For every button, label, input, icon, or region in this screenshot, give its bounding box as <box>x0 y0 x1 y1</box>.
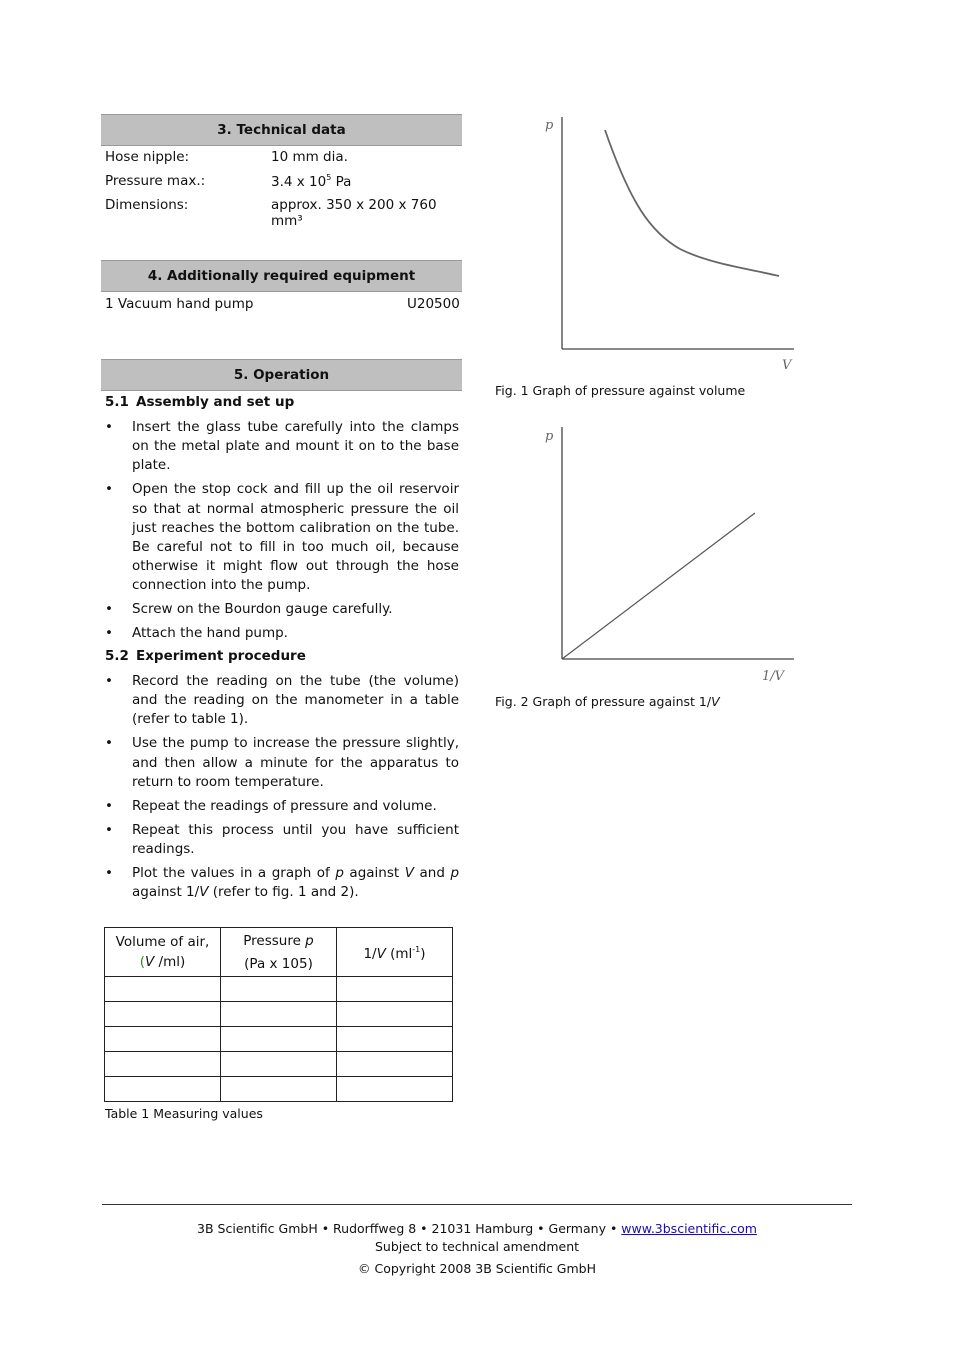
spec-row-hose <box>105 149 465 169</box>
footer-copyright: © Copyright 2008 3B Scientific GmbH <box>358 1261 596 1276</box>
list-item: • Attach the hand pump. <box>105 624 459 643</box>
footer-address: 3B Scientific GmbH • Rudorffweg 8 • 21031 Hamburg • Germany • www.3bscientific.com <box>197 1221 757 1236</box>
table-cell[interactable] <box>337 1027 453 1052</box>
fig1-y-label: p <box>545 118 554 133</box>
subsection-procedure <box>105 648 306 664</box>
table-cell[interactable] <box>337 1077 453 1102</box>
table-header-row <box>105 928 453 977</box>
subsection-assembly <box>105 394 294 410</box>
table-cell[interactable] <box>337 1052 453 1077</box>
list-item: • Open the stop cock and fill up the oil reservoir so that at normal atmospheric pressure the oil just reaches the bottom calibration on the tube. Be careful not to fill in too much oil, because otherwise it might flow out through the hose connection into the pump. <box>105 480 459 595</box>
spec-value-exponent: 5 <box>326 173 332 182</box>
fig2-graph <box>540 422 800 686</box>
list-item-text: Use the pump to increase the pressure slightly, and then allow a minute for the apparatus to return to room temperature. <box>132 735 459 790</box>
spec-value-unit: Pa <box>331 174 352 190</box>
measuring-table <box>104 927 453 1102</box>
table-cell[interactable] <box>337 1002 453 1027</box>
fig2-caption: Fig. 2 Graph of pressure against 1/V <box>495 694 720 709</box>
fig2-y-label: p <box>545 429 554 444</box>
operation-header: 5. Operation <box>101 359 462 391</box>
list-item: • Repeat the readings of pressure and volume. <box>105 797 459 816</box>
spec-value-base: 3.4 x 10 <box>271 174 327 190</box>
fig1-curve <box>605 130 779 276</box>
table-row <box>105 1052 453 1077</box>
footer-amendment: Subject to technical amendment <box>374 1239 580 1254</box>
table-cell[interactable] <box>105 1027 221 1052</box>
list-item: • Record the reading on the tube (the volume) and the reading on the manometer in a table (refer to table 1). <box>105 672 459 730</box>
table-caption: Table 1 Measuring values <box>105 1106 263 1121</box>
equipment-item: 1 Vacuum hand pump <box>105 296 254 312</box>
list-item-text: Attach the hand pump. <box>132 625 288 642</box>
spec-value <box>271 173 351 190</box>
table-row <box>105 1027 453 1052</box>
table-row <box>105 1077 453 1102</box>
list-item: • Plot the values in a graph of p against V and p against 1/V (refer to fig. 1 and 2). <box>105 864 459 902</box>
footer-divider <box>102 1204 852 1205</box>
subsection-title: Experiment procedure <box>136 648 306 664</box>
spec-row-dimensions <box>105 197 465 229</box>
list-item: • Repeat this process until you have sufficient readings. <box>105 821 459 859</box>
list-item-text: Insert the glass tube carefully into the clamps on the metal plate and mount it on to the base plate. <box>132 419 459 474</box>
assembly-list <box>105 418 459 648</box>
table-cell[interactable] <box>221 1052 337 1077</box>
equipment-header: 4. Additionally required equipment <box>101 260 462 292</box>
procedure-list <box>105 672 459 907</box>
list-item-text: Screw on the Bourdon gauge carefully. <box>132 601 393 618</box>
spec-value: 10 mm dia. <box>271 149 348 165</box>
spec-key: Hose nipple: <box>105 149 190 165</box>
fig1-x-label: V <box>782 358 792 373</box>
fig1-graph <box>540 112 800 374</box>
subsection-number: 5.1 <box>105 394 129 410</box>
table-header-inverse-volume: 1/V $(ml^{-1})$ <box>337 928 453 977</box>
table-row <box>105 977 453 1002</box>
table-cell[interactable] <box>221 1002 337 1027</box>
table-cell[interactable] <box>105 977 221 1002</box>
spec-key: Pressure max.: <box>105 173 206 189</box>
list-item: • Insert the glass tube carefully into the clamps on the metal plate and mount it on to the base plate. <box>105 418 459 476</box>
table-header-volume: Volume of air, (V /ml) <box>105 928 221 977</box>
equipment-code: U20500 <box>407 296 460 312</box>
table-cell[interactable] <box>337 977 453 1002</box>
footer-website-link[interactable]: www.3bscientific.com <box>621 1221 757 1236</box>
table-cell[interactable] <box>105 1077 221 1102</box>
table-row <box>105 1002 453 1027</box>
spec-value: approx. 350 x 200 x 760 mm³ <box>271 197 437 229</box>
table-cell[interactable] <box>105 1002 221 1027</box>
list-item-text: Repeat this process until you have sufficient readings. <box>132 821 459 858</box>
table-cell[interactable] <box>221 977 337 1002</box>
fig1-caption: Fig. 1 Graph of pressure against volume <box>495 383 746 398</box>
spec-row-pressure <box>105 173 465 193</box>
spec-key: Dimensions: <box>105 197 189 213</box>
table-cell[interactable] <box>221 1077 337 1102</box>
list-item-text: Repeat the readings of pressure and volume. <box>132 797 437 814</box>
fig2-x-label: 1/V <box>762 669 785 684</box>
technical-data-header: 3. Technical data <box>101 114 462 146</box>
table-header-pressure: Pressure p (Pa x 105) <box>221 928 337 977</box>
subsection-title: Assembly and set up <box>136 394 295 410</box>
subsection-number: 5.2 <box>105 648 129 664</box>
list-item: • Use the pump to increase the pressure slightly, and then allow a minute for the apparatus to return to room temperature. <box>105 734 459 792</box>
table-cell[interactable] <box>221 1027 337 1052</box>
table-cell[interactable] <box>105 1052 221 1077</box>
list-item-text: Plot the values in a graph of p against V and p against 1/V (refer to fig. 1 and 2). <box>132 865 460 901</box>
list-item: • Screw on the Bourdon gauge carefully. <box>105 600 459 619</box>
list-item-text: Open the stop cock and fill up the oil reservoir so that at normal atmospheric pressure the oil just reaches the bottom calibration on the tube. Be careful not to fill in too much oil, because otherwise it might flow out through the hose connection into the pump. <box>132 481 459 594</box>
fig2-line <box>562 513 755 659</box>
list-item-text: Record the reading on the tube (the volume) and the reading on the manometer in a table (refer to table 1). <box>132 673 459 728</box>
